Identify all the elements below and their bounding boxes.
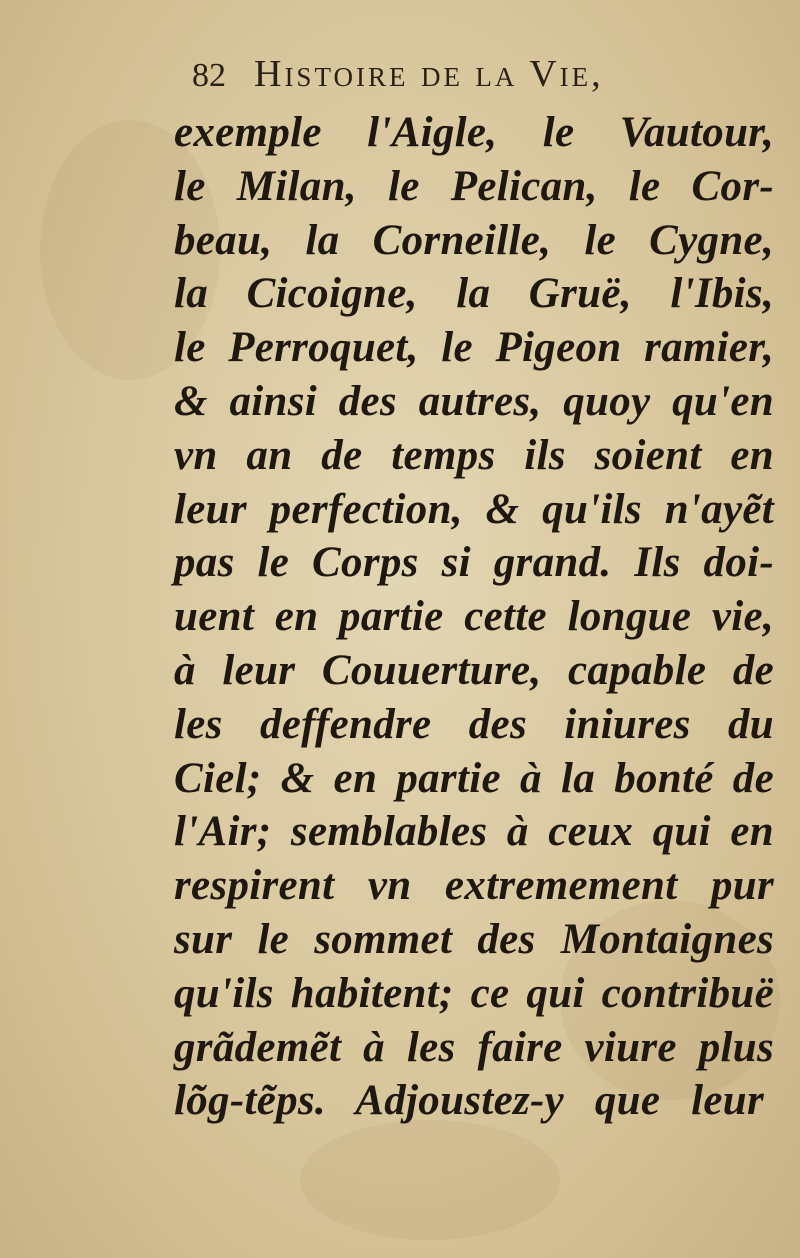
- text-line: les deffendre des iniures du: [174, 700, 774, 748]
- text-line: & ainsi des autres, quoy qu'en: [174, 377, 774, 425]
- text-line: la Cicoigne, la Gruë, l'Ibis,: [174, 270, 774, 318]
- text-line: uent en partie cette longue vie,: [174, 593, 774, 641]
- text-line: à leur Couuerture, capable de: [174, 646, 774, 694]
- text-line: qu'ils habitent; ce qui contribuë: [174, 969, 774, 1017]
- running-head-title: Histoire de la Vie,: [254, 53, 604, 95]
- text-line: le Milan, le Pelican, le Cor-: [174, 162, 774, 210]
- text-line: le Perroquet, le Pigeon ramier,: [174, 324, 774, 372]
- text-line: l'Air; semblables à ceux qui en: [174, 808, 774, 856]
- running-head: [192, 52, 752, 104]
- text-line: pas le Corps si grand. Ils doi-: [174, 539, 774, 587]
- text-line: sur le sommet des Montaignes: [174, 915, 774, 963]
- text-line: vn an de temps ils soient en: [174, 431, 774, 479]
- text-line: Ciel; & en partie à la bonté de: [174, 754, 774, 802]
- text-line: lõg-tẽps. Adjoustez-y que leur: [174, 1077, 764, 1125]
- text-line: respirent vn extremement pur: [174, 862, 774, 910]
- text-line: beau, la Corneille, le Cygne,: [174, 216, 774, 264]
- text-line: exemple l'Aigle, le Vautour,: [174, 109, 774, 156]
- page-number: 82: [192, 57, 226, 94]
- text-line: leur perfection, & qu'ils n'ayẽt: [174, 485, 774, 533]
- body-text: [174, 106, 774, 1128]
- text-line: grãdemẽt à les faire viure plus: [174, 1023, 774, 1071]
- paper-stain: [300, 1120, 560, 1240]
